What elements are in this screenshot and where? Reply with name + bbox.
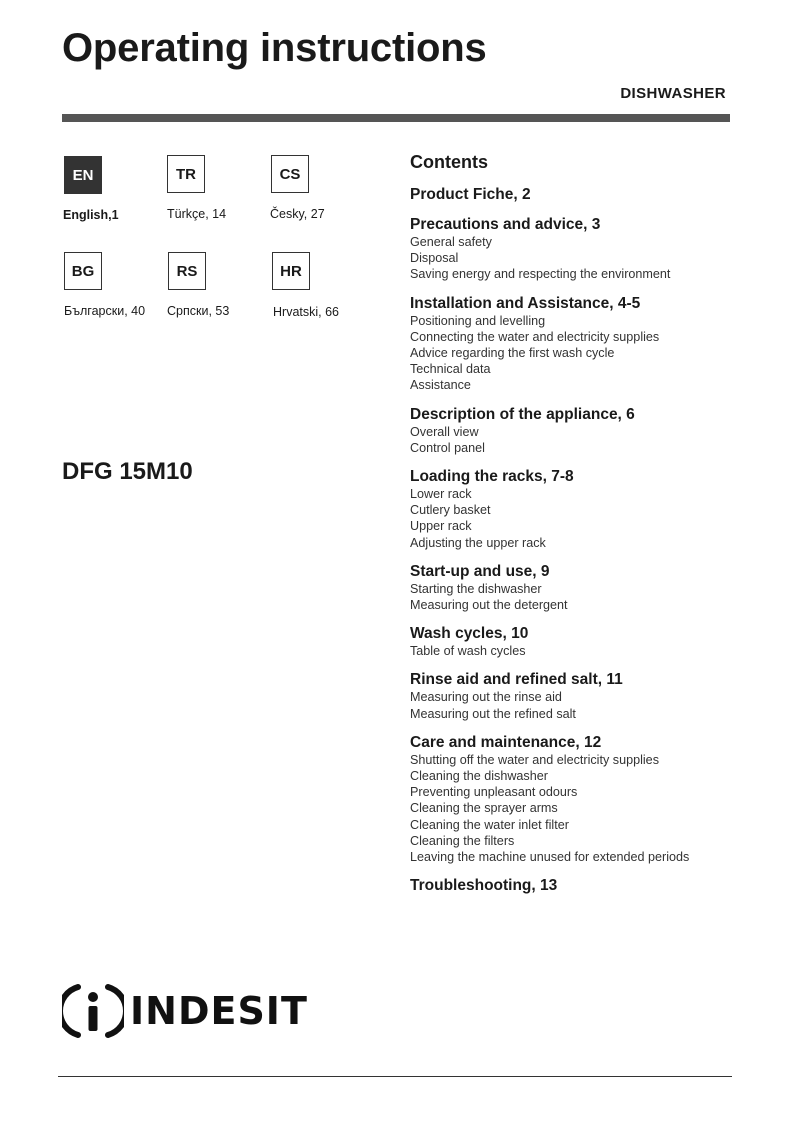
toc-item[interactable]: Preventing unpleasant odours bbox=[410, 785, 578, 800]
toc-item[interactable]: Connecting the water and electricity supplies bbox=[410, 329, 660, 344]
toc-item[interactable]: Starting the dishwasher bbox=[410, 581, 542, 596]
toc-item[interactable]: Assistance bbox=[410, 378, 471, 393]
model-number: DFG 15M10 bbox=[62, 458, 193, 485]
lang-label-bg[interactable]: Български, 40 bbox=[64, 304, 146, 318]
toc-item[interactable]: Adjusting the upper rack bbox=[410, 535, 546, 550]
toc-item[interactable]: General safety bbox=[410, 235, 492, 249]
toc-item[interactable]: Advice regarding the first wash cycle bbox=[410, 346, 615, 361]
toc-section-title[interactable]: Troubleshooting, 13 bbox=[410, 877, 558, 895]
toc-sections bbox=[410, 186, 740, 895]
lang-label-cs[interactable]: Česky, 27 bbox=[270, 207, 325, 221]
toc-item[interactable]: Cleaning the water inlet filter bbox=[410, 817, 569, 832]
lang-box-en[interactable]: EN bbox=[64, 156, 102, 194]
toc-item[interactable]: Positioning and levelling bbox=[410, 313, 546, 328]
toc-section-title[interactable]: Wash cycles, 10 bbox=[410, 625, 529, 643]
lang-label-tr[interactable]: Türkçe, 14 bbox=[167, 207, 227, 221]
toc-section bbox=[410, 216, 740, 283]
toc-item[interactable]: Lower rack bbox=[410, 487, 472, 502]
toc-item[interactable]: Cleaning the filters bbox=[410, 833, 515, 848]
lang-label-rs[interactable]: Српски, 53 bbox=[167, 304, 230, 318]
header-divider bbox=[62, 114, 730, 122]
toc-section bbox=[410, 734, 740, 865]
toc-item[interactable]: Measuring out the rinse aid bbox=[410, 690, 562, 705]
contents-heading: Contents bbox=[410, 152, 488, 172]
toc-section bbox=[410, 406, 740, 456]
toc-item[interactable]: Control panel bbox=[410, 440, 485, 455]
table-of-contents bbox=[410, 152, 740, 907]
lang-label-en[interactable]: English,1 bbox=[63, 208, 119, 222]
indesit-logo-icon bbox=[62, 980, 124, 1042]
toc-section bbox=[410, 295, 740, 394]
lang-label-hr[interactable]: Hrvatski, 66 bbox=[273, 305, 339, 319]
toc-section-title[interactable]: Description of the appliance, 6 bbox=[410, 405, 635, 423]
toc-item[interactable]: Saving energy and respecting the environment bbox=[410, 267, 671, 282]
toc-section bbox=[410, 186, 740, 204]
toc-item[interactable]: Shutting off the water and electricity supplies bbox=[410, 752, 659, 767]
toc-section bbox=[410, 468, 740, 551]
toc-item[interactable]: Leaving the machine unused for extended periods bbox=[410, 850, 690, 865]
toc-item[interactable]: Upper rack bbox=[410, 519, 472, 534]
toc-section-title[interactable]: Care and maintenance, 12 bbox=[410, 733, 602, 751]
toc-item[interactable]: Cleaning the sprayer arms bbox=[410, 801, 558, 816]
brand-logo bbox=[62, 978, 308, 1044]
toc-item[interactable]: Cleaning the dishwasher bbox=[410, 769, 548, 784]
product-category: DISHWASHER bbox=[620, 85, 726, 102]
brand-name: INDESIT bbox=[130, 989, 308, 1033]
lang-box-cs[interactable]: CS bbox=[271, 155, 309, 193]
toc-item[interactable]: Overall view bbox=[410, 424, 479, 439]
toc-section-title[interactable]: Installation and Assistance, 4-5 bbox=[410, 294, 641, 312]
footer-divider bbox=[58, 1076, 732, 1077]
lang-box-bg[interactable]: BG bbox=[64, 252, 102, 290]
toc-section bbox=[410, 877, 740, 895]
toc-section bbox=[410, 563, 740, 613]
lang-box-hr[interactable]: HR bbox=[272, 252, 310, 290]
toc-section-title[interactable]: Product Fiche, 2 bbox=[410, 186, 531, 203]
lang-box-tr[interactable]: TR bbox=[167, 155, 205, 193]
toc-section-title[interactable]: Start-up and use, 9 bbox=[410, 562, 550, 580]
toc-section bbox=[410, 671, 740, 721]
page-title: Operating instructions bbox=[62, 26, 487, 70]
toc-item[interactable]: Table of wash cycles bbox=[410, 644, 526, 659]
toc-section-title[interactable]: Loading the racks, 7-8 bbox=[410, 468, 574, 486]
toc-section-title[interactable]: Precautions and advice, 3 bbox=[410, 216, 601, 233]
lang-box-rs[interactable]: RS bbox=[168, 252, 206, 290]
toc-section bbox=[410, 625, 740, 659]
toc-item[interactable]: Disposal bbox=[410, 251, 459, 266]
toc-item[interactable]: Technical data bbox=[410, 362, 491, 377]
toc-item[interactable]: Measuring out the detergent bbox=[410, 598, 568, 613]
toc-item[interactable]: Measuring out the refined salt bbox=[410, 706, 576, 721]
toc-section-title[interactable]: Rinse aid and refined salt, 11 bbox=[410, 671, 623, 689]
toc-item[interactable]: Cutlery basket bbox=[410, 503, 491, 518]
